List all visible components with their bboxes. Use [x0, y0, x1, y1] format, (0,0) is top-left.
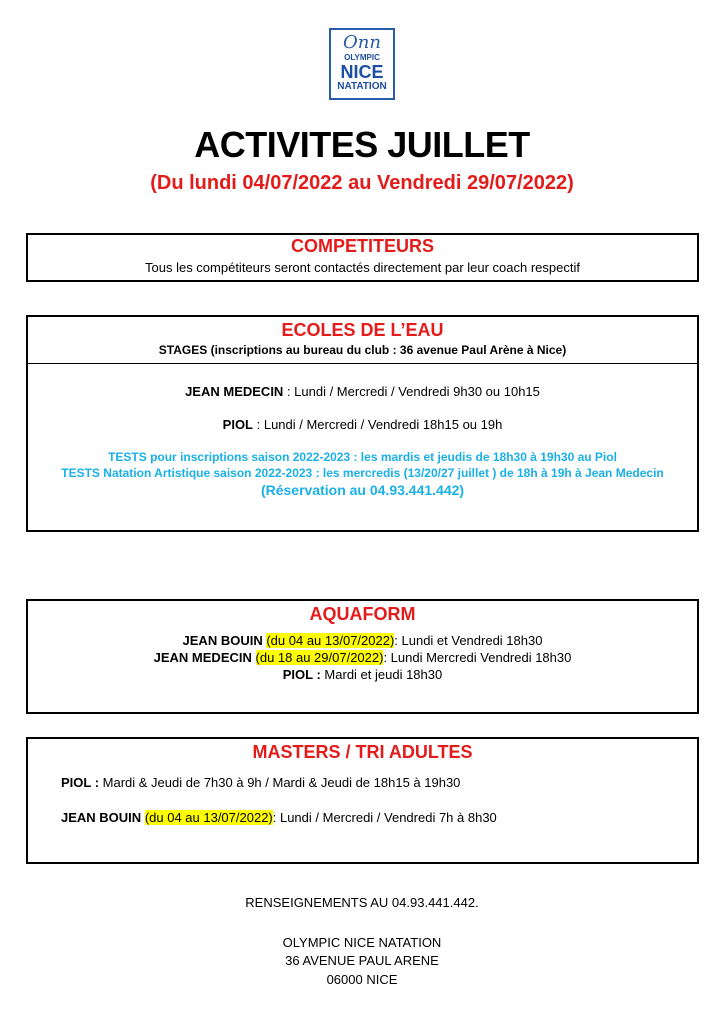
masters-piol-line	[28, 775, 697, 790]
venue-name: JEAN BOUIN	[61, 810, 142, 825]
ecoles-reservation: (Réservation au 04.93.441.442)	[260, 482, 465, 498]
footer-organization: OLYMPIC NICE NATATION	[282, 935, 442, 950]
footer-renseignements: RENSEIGNEMENTS AU 04.93.441.442.	[245, 895, 479, 910]
venue-name: JEAN BOUIN	[182, 633, 263, 648]
masters-section	[26, 737, 699, 864]
competiteurs-title: COMPETITEURS	[290, 236, 434, 256]
venue-schedule: : Lundi / Mercredi / Vendredi 18h15 ou 19h	[253, 417, 503, 432]
competiteurs-section	[26, 233, 699, 282]
competiteurs-text: Tous les compétiteurs seront contactés directement par leur coach respectif	[145, 260, 580, 275]
logo-line-nice: NICE	[340, 62, 384, 82]
highlighted-dates: (du 04 au 13/07/2022)	[266, 633, 395, 648]
masters-jean-bouin-line	[28, 810, 697, 825]
ecoles-jean-medecin-line	[28, 384, 697, 399]
aquaform-jean-medecin-line	[28, 650, 697, 665]
ecoles-stages: STAGES (inscriptions au bureau du club : 36 avenue Paul Arène à Nice)	[158, 343, 567, 357]
venue-schedule: Mardi et jeudi 18h30	[320, 667, 443, 682]
venue-schedule: : Lundi / Mercredi / Vendredi 7h à 8h30	[272, 810, 497, 825]
aquaform-piol-line	[28, 667, 697, 682]
ecoles-section	[26, 315, 699, 532]
aquaform-title: AQUAFORM	[309, 604, 416, 624]
page-title: ACTIVITES JUILLET	[194, 124, 530, 165]
ecoles-tests-inscriptions: TESTS pour inscriptions saison 2022-2023 : les mardis et jeudis de 18h30 à 19h30 au Piol	[108, 450, 617, 464]
page-subtitle: (Du lundi 04/07/2022 au Vendredi 29/07/2022)	[150, 172, 574, 194]
venue-name: PIOL	[222, 417, 253, 432]
venue-schedule: Mardi & Jeudi de 7h30 à 9h / Mardi & Jeudi de 18h15 à 19h30	[99, 775, 461, 790]
footer-city: 06000 NICE	[326, 972, 398, 987]
ecoles-header	[28, 317, 697, 364]
venue-schedule: : Lundi / Mercredi / Vendredi 9h30 ou 10h15	[283, 384, 540, 399]
masters-title: MASTERS / TRI ADULTES	[252, 742, 473, 762]
ecoles-title: ECOLES DE L’EAU	[281, 320, 444, 340]
logo-line-olympic: OLYMPIC	[344, 53, 380, 62]
highlighted-dates: (du 04 au 13/07/2022)	[144, 810, 273, 825]
venue-name: PIOL :	[61, 775, 100, 790]
venue-name: JEAN MEDECIN	[153, 650, 252, 665]
logo-line-natation: NATATION	[337, 81, 387, 92]
ecoles-tests-natation-artistique: TESTS Natation Artistique saison 2022-2023 : les mercredis (13/20/27 juillet ) de 18h à 19h à Jean Medecin	[61, 466, 664, 480]
logo-script: Onn	[343, 32, 381, 53]
venue-schedule: : Lundi et Vendredi 18h30	[394, 633, 543, 648]
ecoles-piol-line	[28, 417, 697, 432]
highlighted-dates: (du 18 au 29/07/2022)	[255, 650, 384, 665]
aquaform-section	[26, 599, 699, 714]
aquaform-jean-bouin-line	[28, 633, 697, 648]
club-logo	[329, 28, 395, 100]
venue-name: JEAN MEDECIN	[185, 384, 284, 399]
venue-name: PIOL :	[282, 667, 321, 682]
venue-schedule: : Lundi Mercredi Vendredi 18h30	[383, 650, 572, 665]
footer-address: 36 AVENUE PAUL ARENE	[285, 953, 439, 968]
